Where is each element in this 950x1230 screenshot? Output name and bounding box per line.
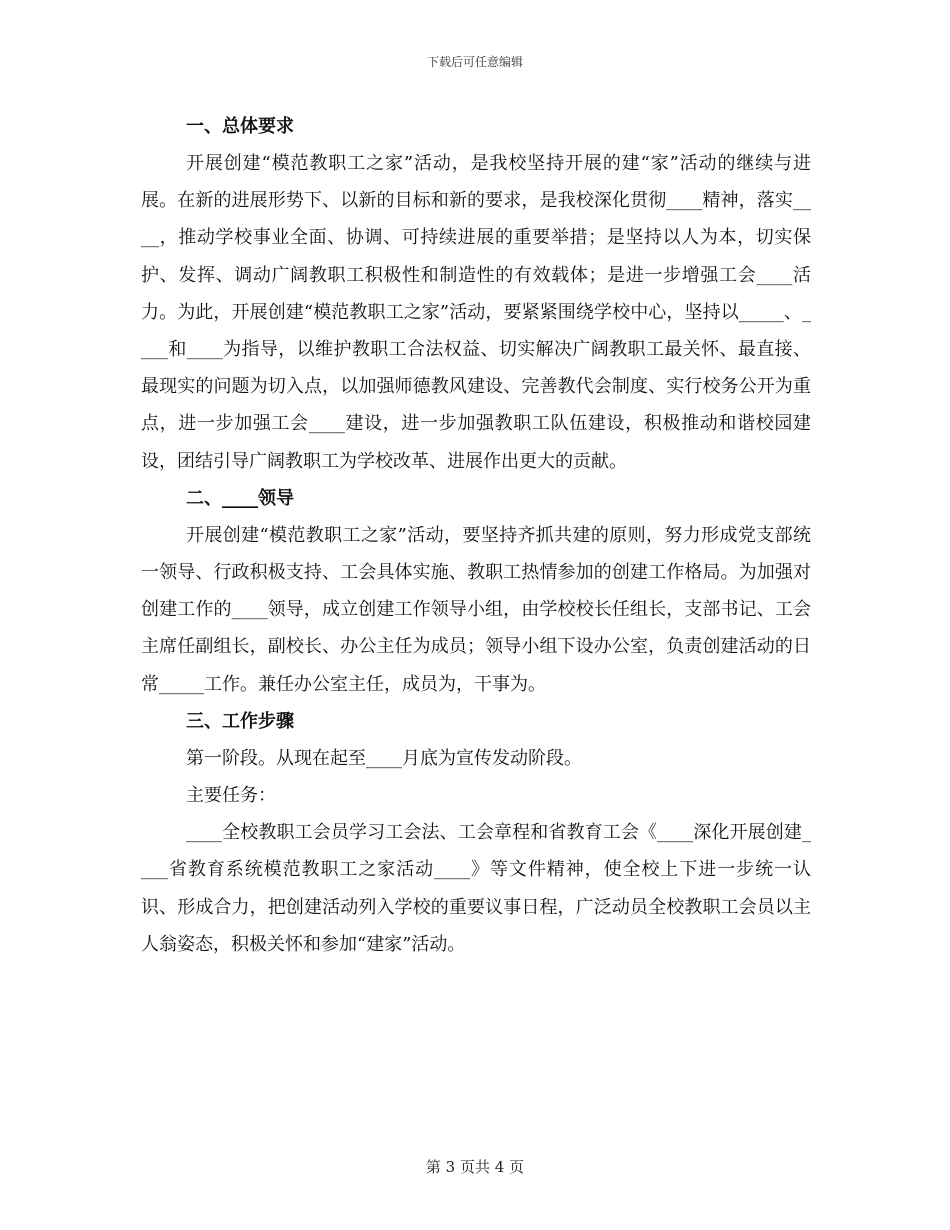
section-3-paragraph-2: 主要任务： — [186, 785, 276, 807]
section-heading-general-requirements: 一、总体要求 — [186, 116, 294, 137]
page-number-footer: 第 3 页共 4 页 — [425, 1158, 525, 1176]
section-3-paragraph-3: ____全校教职工会员学习工会法、工会章程和省教育工会《____深化开展创建____省教育系统模范教职工之家活动____》等文件精神，使全校上下进一步统一认识、形成合力，把创建活动列入学校的重要议事日程，广泛动员全校教职工会员以主人翁姿态，积极关怀和参加“建家”活动。 — [141, 822, 811, 955]
document-body — [141, 108, 811, 963]
page-header-note: 下载后可任意编辑 — [426, 55, 523, 69]
section-heading-work-steps: 三、工作步骤 — [186, 710, 294, 732]
section-1-paragraph-1: 开展创建“模范教职工之家”活动，是我校坚持开展的建“家”活动的继续与进展。在新的进展形势下、以新的目标和新的要求，是我校深化贯彻____精神，落实____，推动学校事业全面、协调、可持续进展的重要举措；是坚持以人为本，切实保护、发挥、调动广阔教职工积极性和制造性的有效载体；是进一步增强工会____活力。为此，开展创建“模范教职工之家”活动，要紧紧围绕学校中心，坚持以_____、____和____为指导，以维护教职工合法权益、切实解决广阔教职工最关怀、最直接、最现实的问题为切入点，以加强师德教风建设、完善教代会制度、实行校务公开为重点，进一步加强工会____建设，进一步加强教职工队伍建设，积极推动和谐校园建设，团结引导广阔教职工为学校改革、进展作出更大的贡献。 — [141, 153, 811, 472]
section-heading-leadership: 二、____领导 — [186, 487, 294, 509]
section-3-paragraph-1: 第一阶段。从现在起至____月底为宣传发动阶段。 — [186, 747, 582, 769]
section-2-paragraph-1: 开展创建“模范教职工之家”活动，要坚持齐抓共建的原则，努力形成党支部统一领导、行政积极支持、工会具体实施、教职工热情参加的创建工作格局。为加强对创建工作的____领导，成立创建工作领导小组，由学校校长任组长，支部书记、工会主席任副组长，副校长、办公主任为成员；领导小组下设办公室，负责创建活动的日常_____工作。兼任办公室主任，成员为，干事为。 — [141, 524, 811, 695]
